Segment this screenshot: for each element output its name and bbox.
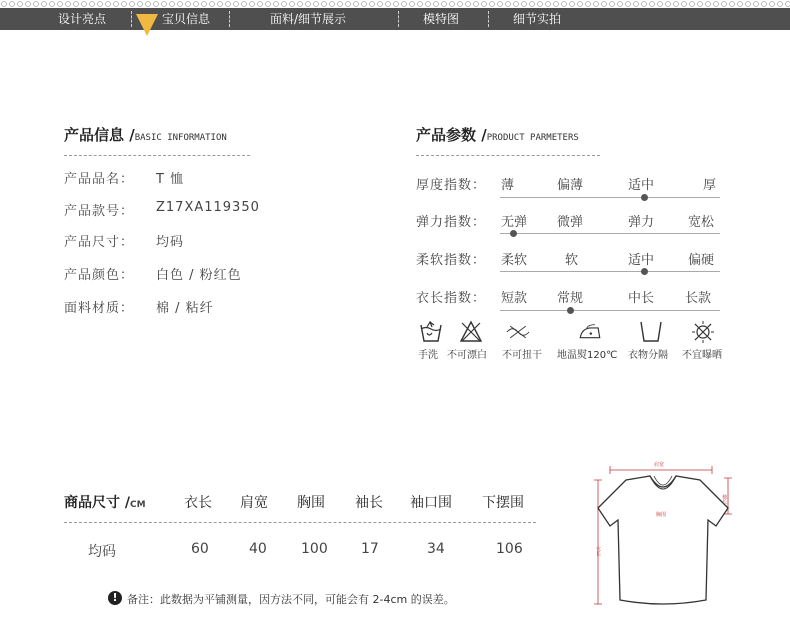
size-header-hem: 下摆围 [482,495,524,511]
info-label-name: 产品品名： [64,172,135,187]
params-title [416,124,579,145]
size-value-shoulder: 40 [249,541,267,557]
param-track-softness [500,271,720,272]
param-option: 宽松 [688,215,715,230]
care-label-iron: 地温熨120℃ [557,350,618,361]
param-option: 弹力 [628,215,655,230]
param-option: 偏硬 [688,253,715,268]
param-indicator-softness [641,268,648,275]
param-indicator-thickness [641,194,648,201]
nav-decoration-border [0,0,790,8]
param-label-softness: 柔软指数： [416,253,487,268]
params-subtitle: PRODUCT PARMETERS [486,133,579,143]
diagram-label-shoulder: 肩宽 [654,462,665,468]
info-value-name: T 恤 [156,172,185,187]
param-label-elasticity: 弹力指数： [416,215,487,230]
size-value-length: 60 [191,541,209,557]
info-label-material: 面料材质： [64,301,135,316]
size-table-title [64,492,146,512]
nav-active-marker [136,14,158,36]
iron-low-temp-icon [577,319,603,345]
basic-info-subtitle: BASIC INFORMATION [134,133,227,143]
care-label-hand-wash: 手洗 [418,350,438,361]
param-option: 薄 [501,178,515,193]
size-table-divider [64,522,536,523]
param-option: 中长 [628,291,655,306]
care-label-separate: 衣物分隔 [628,350,668,361]
size-row-label: 均码 [88,544,116,560]
param-option: 微弹 [557,215,584,230]
no-wring-icon [505,319,531,345]
nav-item-fabric-details[interactable]: 面料/细节展示 [270,12,347,26]
warning-icon: ! [108,591,122,605]
separate-wash-icon [638,319,664,345]
diagram-label-length: 衣长 [595,546,601,556]
size-header-shoulder: 肩宽 [240,495,268,511]
size-header-length: 衣长 [184,495,212,511]
nav-bar [0,8,790,30]
care-label-no-sun: 不宜曝晒 [682,350,722,361]
info-value-style-no: Z17XA119350 [156,200,260,215]
nav-separator [229,11,230,27]
info-label-size: 产品尺寸： [64,235,135,250]
care-label-no-bleach: 不可漂白 [447,350,487,361]
param-track-elasticity [500,233,720,234]
diagram-label-sleeve: 袖长 [721,494,727,504]
nav-separator [488,11,489,27]
param-indicator-length [567,307,574,314]
nav-separator [131,11,132,27]
tshirt-outline [598,476,728,604]
info-value-color: 白色 / 粉红色 [156,268,242,283]
param-label-length: 衣长指数： [416,291,487,306]
nav-item-model-photos[interactable]: 模特图 [423,12,460,26]
size-table-unit: CM [130,500,146,510]
nav-item-design-highlights[interactable]: 设计亮点 [58,12,107,26]
basic-info-divider [64,155,250,156]
size-value-sleeve: 17 [361,541,379,557]
param-option: 偏薄 [557,178,584,193]
param-option: 短款 [501,291,528,306]
param-option: 厚 [703,178,717,193]
param-option: 长款 [685,291,712,306]
basic-info-title [64,124,227,145]
param-option: 适中 [628,178,655,193]
hand-wash-icon [418,319,444,345]
size-table-title-text: 商品尺寸 / [64,495,130,511]
info-value-material: 棉 / 粘纤 [156,301,214,316]
param-track-length [500,310,720,311]
param-option: 适中 [628,253,655,268]
no-sun-dry-icon [690,319,716,345]
no-bleach-icon [458,319,484,345]
info-label-color: 产品颜色： [64,268,135,283]
tshirt-measurement-diagram [588,458,738,610]
nav-separator [398,11,399,27]
param-label-thickness: 厚度指数： [416,178,487,193]
params-divider [416,155,600,156]
size-header-chest: 胸围 [297,495,325,511]
size-value-chest: 100 [301,541,328,557]
nav-item-product-info[interactable]: 宝贝信息 [162,12,211,26]
params-title-text: 产品参数 / [416,126,487,144]
param-option: 常规 [557,291,584,306]
param-indicator-elasticity [510,230,517,237]
param-option: 柔软 [501,253,528,268]
param-option: 软 [565,253,579,268]
param-track-thickness [500,197,720,198]
nav-item-detail-shots[interactable]: 细节实拍 [513,12,562,26]
size-header-cuff: 袖口围 [410,495,452,511]
basic-info-title-text: 产品信息 / [64,126,135,144]
info-label-style-no: 产品款号： [64,204,135,219]
diagram-label-chest: 胸围 [656,512,667,518]
care-label-no-wring: 不可扭干 [502,350,542,361]
size-value-hem: 106 [496,541,523,557]
size-header-sleeve: 袖长 [355,495,383,511]
measurement-note: 备注：此数据为平铺测量，因方法不同，可能会有 2-4cm 的误差。 [127,593,455,606]
size-value-cuff: 34 [427,541,445,557]
param-option: 无弹 [501,215,528,230]
info-value-size: 均码 [156,235,185,250]
